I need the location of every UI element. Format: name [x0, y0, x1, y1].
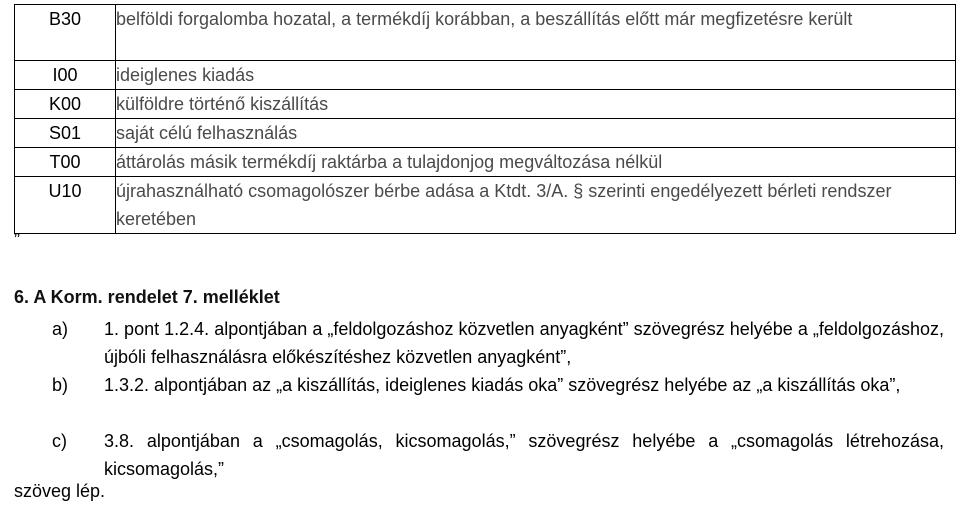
list-item [14, 371, 944, 427]
row-description: külföldre történő kiszállítás [116, 90, 956, 119]
row-description: újrahasználható csomagolószer bérbe adása a Ktdt. 3/A. § szerinti engedélyezett bérleti rendszer keretében [116, 177, 956, 234]
closing-text: szöveg lép. [14, 481, 106, 501]
item-label: a) [52, 319, 69, 339]
row-code: T00 [15, 148, 116, 177]
item-label: b) [52, 375, 69, 395]
row-description: saját célú felhasználás [116, 119, 956, 148]
closing-quote: ” [14, 230, 20, 250]
item-label: c) [52, 431, 67, 451]
row-code: U10 [15, 177, 116, 234]
row-code: B30 [15, 5, 116, 61]
row-code: I00 [15, 61, 116, 90]
row-code: S01 [15, 119, 116, 148]
row-code: K00 [15, 90, 116, 119]
item-text: 1.3.2. alpontjában az „a kiszállítás, ideiglenes kiadás oka” szövegrész helyébe az „a kiszállítás oka”, [104, 375, 901, 395]
list-item [14, 427, 944, 483]
item-text: 1. pont 1.2.4. alpontjában a „feldolgozáshoz közvetlen anyagként” szövegrész helyébe a „feldolgozáshoz, újbóli felhasználásra előkészítéshez közvetlen anyagként”, [104, 319, 944, 367]
table-row [15, 177, 956, 234]
table-row [15, 90, 956, 119]
table-row [15, 5, 956, 61]
section-heading: 6. A Korm. rendelet 7. melléklet [14, 287, 280, 307]
code-table [14, 4, 956, 234]
row-description: belföldi forgalomba hozatal, a termékdíj korábban, a beszállítás előtt már megfizetésre került [116, 5, 956, 61]
table-row [15, 148, 956, 177]
table-row [15, 61, 956, 90]
item-text: 3.8. alpontjában a „csomagolás, kicsomagolás,” szövegrész helyébe a „csomagolás létrehozása, kicsomagolás,” [104, 431, 944, 479]
list-item [14, 315, 944, 371]
row-description: ideiglenes kiadás [116, 61, 956, 90]
row-description: áttárolás másik termékdíj raktárba a tulajdonjog megváltozása nélkül [116, 148, 956, 177]
table-row [15, 119, 956, 148]
